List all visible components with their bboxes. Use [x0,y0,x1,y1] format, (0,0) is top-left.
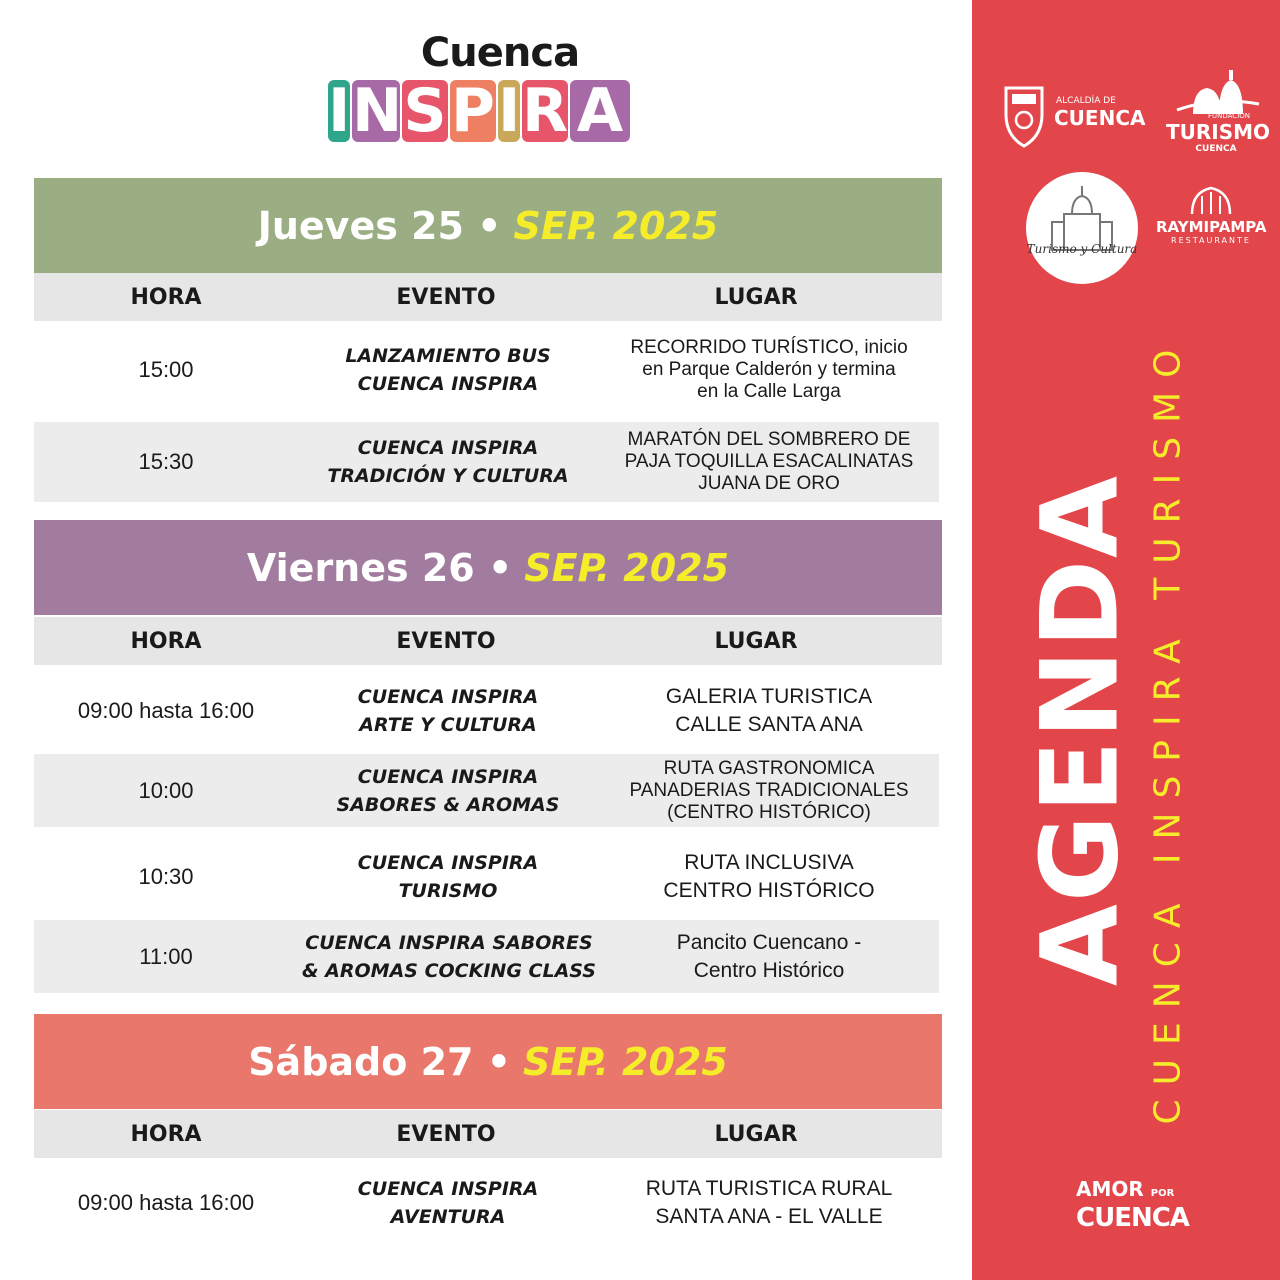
day-label: Viernes 26 • [246,545,513,590]
column-evento: EVENTO [396,1122,496,1147]
column-headers [34,1110,942,1158]
row-evento: CUENCA INSPIRA TRADICIÓN Y CULTURA [327,437,569,487]
agenda-subtitle: CUENCA INSPIRA TURISMO [1147,335,1189,1125]
row-evento: CUENCA INSPIRA AVENTURA [357,1178,539,1228]
fundacion-small-text: FUNDACIÓN [1207,112,1251,120]
day-header-jueves [34,178,942,273]
column-hora: HORA [130,285,202,310]
alcaldia-small-text: ALCALDÍA DE [1056,96,1116,106]
raymipampa-logo [1156,184,1266,248]
table-row [34,1164,939,1242]
turismo-cultura-seal [1026,172,1138,284]
table-row [34,422,939,502]
row-lugar: RUTA INCLUSIVA CENTRO HISTÓRICO [663,851,875,902]
inspira-letter: P [451,76,495,146]
row-lugar: MARATÓN DEL SOMBRERO DE PAJA TOQUILLA ESACALINATAS JUANA DE ORO [624,429,914,494]
inspira-letter: R [522,76,569,146]
raymipampa-subtitle: RESTAURANTE [1171,236,1251,245]
row-hora: 15:30 [138,449,194,474]
inspira-letter: A [570,80,630,142]
column-evento: EVENTO [396,285,496,310]
day-label: Sábado 27 • [248,1039,511,1084]
row-hora: 09:00 hasta 16:00 [77,698,255,723]
row-lugar: RECORRIDO TURÍSTICO, inicio en Parque Calderón y termina en la Calle Larga [630,337,908,402]
day-date: SEP. 2025 [513,203,719,248]
column-headers [34,617,942,665]
inspira-letter: S [403,76,447,146]
column-hora: HORA [130,629,202,654]
amor-word: AMOR [1076,1177,1144,1201]
row-evento: CUENCA INSPIRA SABORES & AROMAS COCKING CLASS [302,931,596,982]
row-evento: CUENCA INSPIRA TURISMO [357,852,539,902]
row-hora: 10:30 [138,864,194,889]
row-lugar: RUTA TURISTICA RURAL SANTA ANA - EL VALLE [645,1177,893,1228]
table-row [34,920,939,993]
agenda-title: AGENDA [1018,473,1142,987]
row-hora: 10:00 [138,777,194,803]
day-header-viernes [34,520,942,615]
logo-inspira-letters [328,76,630,146]
table-row [34,754,939,827]
row-evento: CUENCA INSPIRA SABORES & AROMAS [336,765,560,816]
cuenca-word: CUENCA [1076,1203,1189,1233]
inspira-letter: N [352,76,403,146]
row-lugar: Pancito Cuencano - Centro Histórico [676,930,862,982]
fundacion-turismo-logo [1166,70,1271,160]
row-lugar: RUTA GASTRONOMICA PANADERIAS TRADICIONALES (CENTRO HISTÓRICO) [629,757,909,823]
fundacion-city-text: CUENCA [1195,144,1237,154]
amor-por-cuenca-logo [1076,1178,1206,1231]
row-hora: 15:00 [138,357,194,382]
alcaldia-big-text: CUENCA [1054,106,1146,130]
cathedral-domes-icon [1171,70,1261,116]
cuenca-inspira-logo [300,28,700,158]
column-evento: EVENTO [396,629,496,654]
day-date: SEP. 2025 [524,545,730,590]
fundacion-big-text: TURISMO [1166,120,1271,144]
column-lugar: LUGAR [714,629,798,654]
seal-text: Turismo y Cultura [1026,242,1138,256]
inspira-letter: I [328,76,351,146]
column-lugar: LUGAR [714,1122,798,1147]
crest-icon [1000,84,1048,150]
table-row [34,672,939,750]
day-date: SEP. 2025 [522,1039,728,1084]
row-evento: CUENCA INSPIRA ARTE Y CULTURA [357,686,539,736]
column-headers [34,273,942,321]
row-lugar: GALERIA TURISTICA CALLE SANTA ANA [665,685,873,736]
column-hora: HORA [130,1122,202,1147]
alcaldia-cuenca-logo [1000,84,1150,150]
por-word: POR [1150,1188,1175,1199]
raymipampa-name: RAYMIPAMPA [1156,218,1267,236]
inspira-letter: I [498,76,521,146]
building-dome-icon [1186,184,1236,216]
day-label: Jueves 25 • [257,203,502,248]
row-hora: 09:00 hasta 16:00 [77,1190,255,1215]
day-header-sabado [34,1014,942,1109]
logo-cuenca-text: Cuenca [420,30,580,76]
column-lugar: LUGAR [714,285,798,310]
row-hora: 11:00 [139,943,193,969]
table-row [34,838,939,916]
table-row [34,328,939,412]
row-evento: LANZAMIENTO BUS CUENCA INSPIRA [345,345,551,395]
